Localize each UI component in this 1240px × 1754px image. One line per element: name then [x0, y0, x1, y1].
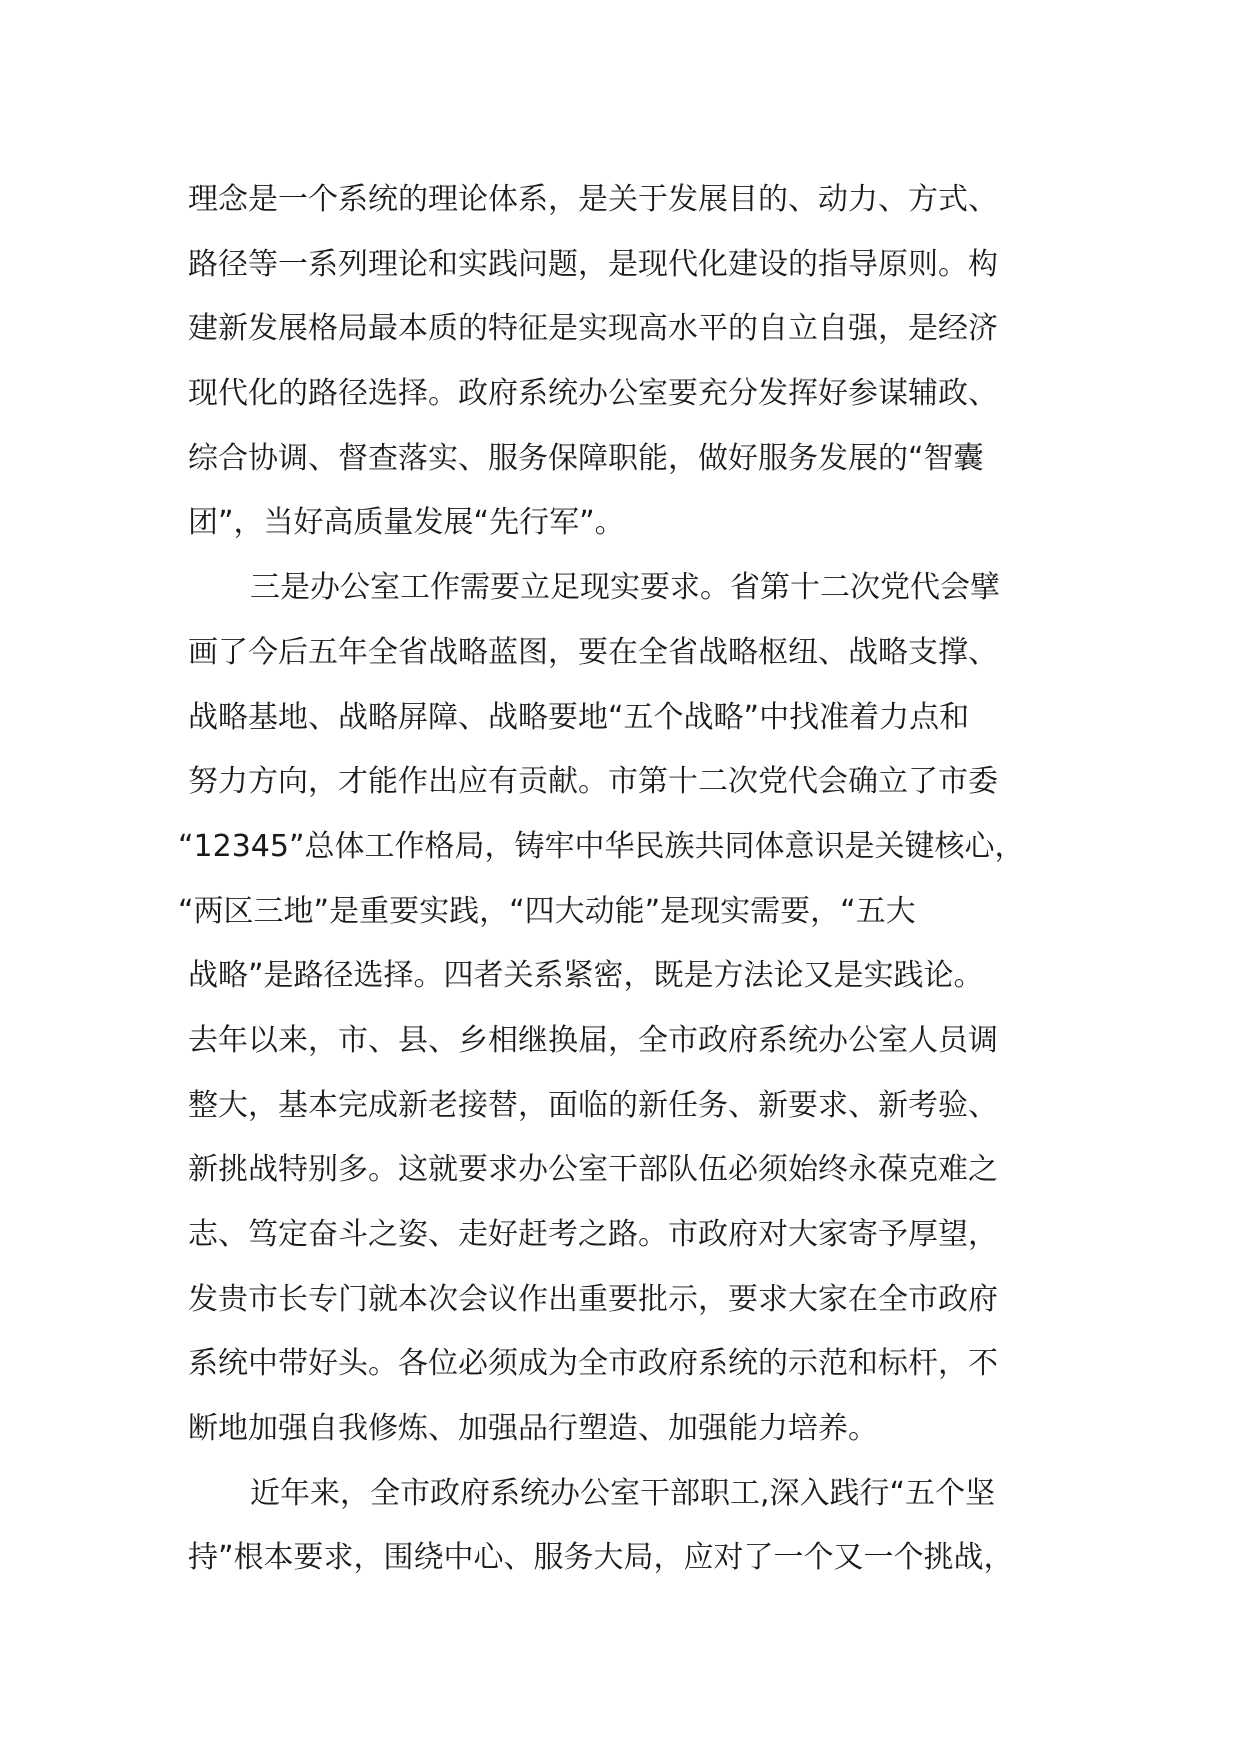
text-line: 断地加强自我修炼、加强品行塑造、加强能力培养。: [188, 1411, 878, 1447]
text-line: 现代化的路径选择。政府系统办公室要充分发挥好参谋辅政、: [188, 376, 998, 412]
text-line: 志、笃定奋斗之姿、走好赶考之路。市政府对大家寄予厚望，: [188, 1217, 998, 1252]
text-line: 理念是一个系统的理论体系，是关于发展目的、动力、方式、: [188, 182, 998, 217]
text-line: 画了今后五年全省战略蓝图，要在全省战略枢纽、战略支撑、: [188, 634, 998, 670]
document-body: [178, 168, 1068, 1591]
text-line: “两区三地”是重要实践，“四大动能”是现实需要，“五大: [178, 893, 916, 929]
text-line: 持”根本要求，围绕中心、服务大局，应对了一个又一个挑战，: [188, 1540, 1014, 1576]
text-line: 系统中带好头。各位必须成为全市政府系统的示范和标杆，不: [188, 1346, 998, 1382]
text-line: 战略”是路径选择。四者关系紧密，既是方法论又是实践论。: [188, 958, 984, 994]
text-line: 发贵市长专门就本次会议作出重要批示，要求大家在全市政府: [188, 1281, 998, 1317]
paragraph-start-line: 三是办公室工作需要立足现实要求。省第十二次党代会擘: [250, 570, 1000, 606]
text-line: 团”，当好高质量发展“先行军”。: [188, 505, 625, 541]
text-line: 路径等一系列理论和实践问题，是现代化建设的指导原则。构: [188, 246, 998, 282]
text-line: 整大，基本完成新老接替，面临的新任务、新要求、新考验、: [188, 1087, 998, 1123]
text-line: “12345”总体工作格局，铸牢中华民族共同体意识是关键核心，: [178, 828, 1025, 864]
paragraph-start-line: 近年来，全市政府系统办公室干部职工,深入践行“五个坚: [250, 1475, 996, 1511]
text-line: 努力方向，才能作出应有贡献。市第十二次党代会确立了市委: [188, 764, 998, 800]
text-line: 综合协调、督查落实、服务保障职能，做好服务发展的“智囊: [188, 440, 984, 476]
text-line: 战略基地、战略屏障、战略要地“五个战略”中找准着力点和: [188, 699, 970, 735]
text-line: 建新发展格局最本质的特征是实现高水平的自立自强，是经济: [188, 311, 998, 347]
text-line: 去年以来，市、县、乡相继换届，全市政府系统办公室人员调: [188, 1022, 998, 1058]
text-line: 新挑战特别多。这就要求办公室干部队伍必须始终永葆克难之: [188, 1152, 998, 1188]
